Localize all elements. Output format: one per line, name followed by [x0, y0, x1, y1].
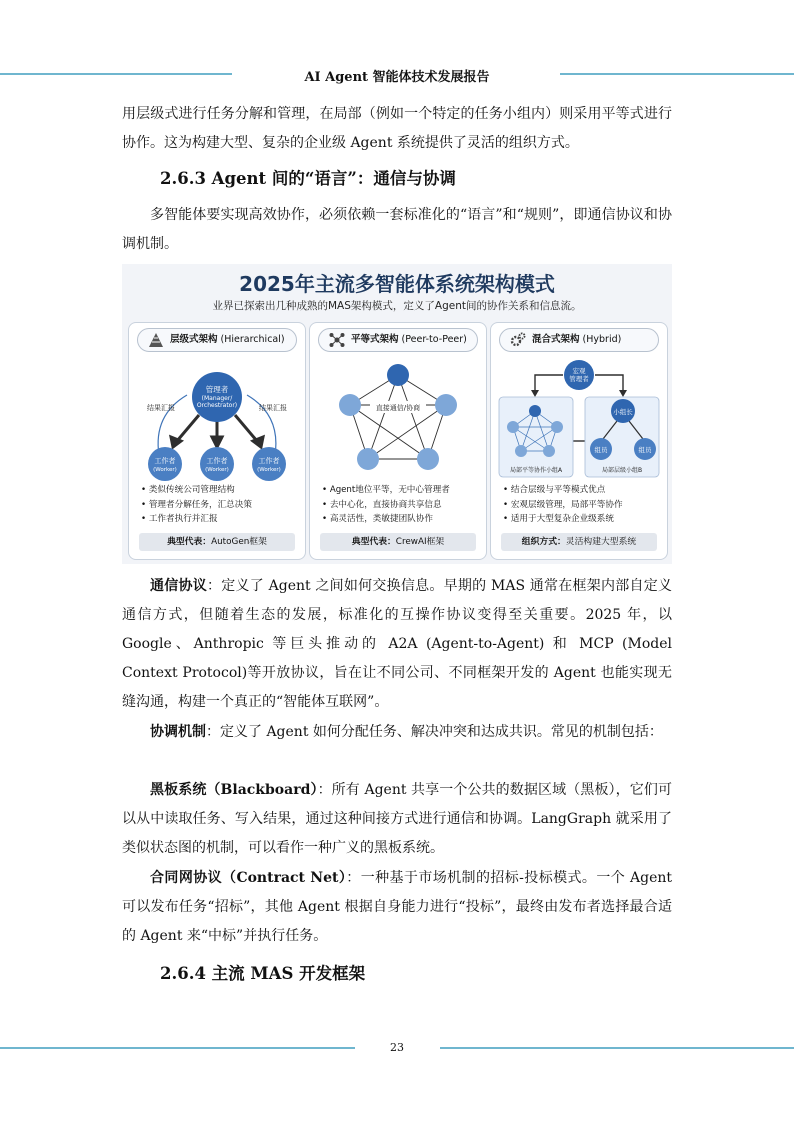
- panel-header-peer-to-peer: [318, 328, 478, 352]
- bullet-item: • 工作者执行并汇报: [141, 512, 252, 527]
- group-a-node-left: [507, 421, 519, 433]
- pyramid-icon: [148, 332, 164, 348]
- report-label-right: 结果汇报: [259, 404, 287, 412]
- peer-to-peer-footer: [320, 533, 476, 551]
- peer-center-label: 直接通信/协商: [375, 404, 421, 412]
- hierarchical-diagram: [129, 355, 305, 481]
- hybrid-footer: [501, 533, 657, 551]
- worker-node-3-label: 工作者: [258, 457, 280, 465]
- comm-protocol-text: ：定义了 Agent 之间如何交换信息。早期的 MAS 通常在框架内部自定义通信方式，但随着生态的发展，标准化的互操作协议变得至关重要。2025 年，以 Google、Anthropic 等巨头推动的 A2A (Agent-to-Agent) 和 MCP (Model Context Protocol)等开放协议，旨在让不同公司、不同框架开发的 Agent 也能实现无缝沟通，构建一个真正的“智能体互联网”。: [122, 578, 673, 710]
- panel-title-hierarchical: 层级式架构: [170, 334, 218, 345]
- worker-node-2-label: 工作者: [206, 457, 228, 465]
- contract-net-label: 合同网协议（Contract Net）: [150, 870, 347, 886]
- section-heading-2-6-4: 2.6.4 主流 MAS 开发框架: [160, 964, 366, 983]
- footer-label: 典型代表：: [351, 537, 396, 547]
- panel-hierarchical: [128, 322, 306, 560]
- peer-node-right: [435, 394, 457, 416]
- coordination-paragraph: [122, 718, 672, 747]
- panel-hybrid: [490, 322, 668, 560]
- bullet-item: • 去中心化，直接协商共享信息: [322, 498, 450, 513]
- peer-node-left: [339, 394, 361, 416]
- worker-node-1-label: 工作者: [154, 457, 176, 465]
- bullet-item: • 结合层级与平等模式优点: [503, 483, 623, 498]
- blackboard-paragraph: [122, 776, 672, 863]
- blackboard-label: 黑板系统（Blackboard）: [150, 782, 318, 798]
- bullet-item: • 管理者分解任务，汇总决策: [141, 498, 252, 513]
- hybrid-bullets: [503, 483, 623, 527]
- group-a-node-top: [529, 405, 541, 417]
- macro-manager-label-2: 管理者: [569, 375, 589, 383]
- panel-subtitle-peer-to-peer: (Peer-to-Peer): [401, 334, 467, 345]
- group-a-node-bottom-right: [543, 445, 555, 457]
- contract-net-text: ：一种基于市场机制的招标-投标模式。一个 Agent 可以发布任务“招标”，其他 Agent 根据自身能力进行“投标”，最终由发布者选择最合适的 Agent 来“中标”并执行任务。: [122, 870, 673, 944]
- contract-net-paragraph: [122, 864, 672, 951]
- blackboard-text: ：所有 Agent 共享一个公共的数据区域（黑板），它们可以从中读取任务、写入结果，通过这种间接方式进行通信和协调。LangGraph 就采用了类似状态图的机制，可以看作一种广义的黑板系统。: [122, 782, 672, 856]
- footer-value: AutoGen框架: [211, 537, 267, 547]
- hybrid-diagram: [491, 355, 667, 481]
- macro-manager-label-1: 宏观: [572, 367, 586, 375]
- panel-header-hierarchical: [137, 328, 297, 352]
- group-a-label: 局部平等协作小组A: [509, 467, 563, 474]
- worker-node-2-sub: (Worker): [205, 467, 229, 473]
- group-leader-label: 小组长: [613, 408, 633, 416]
- figure-subtitle: 业界已探索出几种成熟的MAS架构模式，定义了Agent间的协作关系和信息流。: [212, 300, 582, 312]
- panel-peer-to-peer: [309, 322, 487, 560]
- gears-icon: [510, 332, 526, 348]
- panel-subtitle-hybrid: (Hybrid): [582, 334, 622, 345]
- panel-header-hybrid: [499, 328, 659, 352]
- group-a-node-right: [551, 421, 563, 433]
- manager-node-sub1: (Manager/: [201, 395, 233, 402]
- figure-title: 2025年主流多智能体系统架构模式: [239, 272, 555, 296]
- page-number: 23: [390, 1041, 404, 1054]
- panel-subtitle-hierarchical: (Hierarchical): [220, 334, 285, 345]
- footer-value: CrewAI框架: [395, 537, 445, 547]
- panel-title-hybrid: 混合式架构: [532, 334, 580, 345]
- footer-label: 组织方式：: [521, 537, 566, 547]
- intro-paragraph: 用层级式进行任务分解和管理，在局部（例如一个特定的任务小组内）则采用平等式进行协作。这为构建大型、复杂的企业级 Agent 系统提供了灵活的组织方式。: [122, 106, 672, 151]
- group-b-label: 局部层级小组B: [601, 467, 643, 474]
- member-node-1-label: 组员: [594, 446, 608, 454]
- worker-node-1-sub: (Worker): [153, 467, 177, 473]
- network-icon: [329, 332, 345, 348]
- bullet-item: • 类似传统公司管理结构: [141, 483, 252, 498]
- hierarchical-footer: [139, 533, 295, 551]
- bullet-item: • 宏观层级管理，局部平等协作: [503, 498, 623, 513]
- peer-to-peer-bullets: [322, 483, 450, 527]
- section-2-6-3-paragraph: 多智能体要实现高效协作，必须依赖一套标准化的“语言”和“规则”，即通信协议和协调机制。: [122, 207, 672, 252]
- comm-protocol-paragraph: [122, 572, 672, 717]
- coordination-label: 协调机制: [150, 724, 206, 740]
- peer-node-bottom-right: [417, 448, 439, 470]
- footer-label: 典型代表：: [167, 537, 212, 547]
- footer-value: 灵活构建大型系统: [565, 537, 637, 547]
- bullet-item: • 高灵活性，类敏捷团队协作: [322, 512, 450, 527]
- coordination-text: ：定义了 Agent 如何分配任务、解决冲突和达成共识。常见的机制包括：: [206, 724, 663, 740]
- bullet-item: • 适用于大型复杂企业级系统: [503, 512, 623, 527]
- peer-node-top: [387, 364, 409, 386]
- report-label-left: 结果汇报: [147, 404, 175, 412]
- page-header-title: AI Agent 智能体技术发展报告: [304, 70, 490, 85]
- panel-title-peer-to-peer: 平等式架构: [351, 334, 399, 345]
- peer-node-bottom-left: [357, 448, 379, 470]
- bullet-item: • Agent地位平等，无中心管理者: [322, 483, 450, 498]
- member-node-2-label: 组员: [638, 446, 652, 454]
- manager-node-label: 管理者: [205, 385, 229, 394]
- peer-to-peer-diagram: [310, 355, 486, 481]
- section-heading-2-6-3: 2.6.3 Agent 间的“语言”：通信与协调: [160, 169, 456, 188]
- worker-node-3-sub: (Worker): [257, 467, 281, 473]
- hierarchical-bullets: [141, 483, 252, 527]
- architecture-figure: [122, 264, 672, 564]
- manager-node-sub2: Orchestrator): [196, 402, 238, 409]
- comm-protocol-label: 通信协议: [150, 578, 207, 594]
- group-a-node-bottom-left: [515, 445, 527, 457]
